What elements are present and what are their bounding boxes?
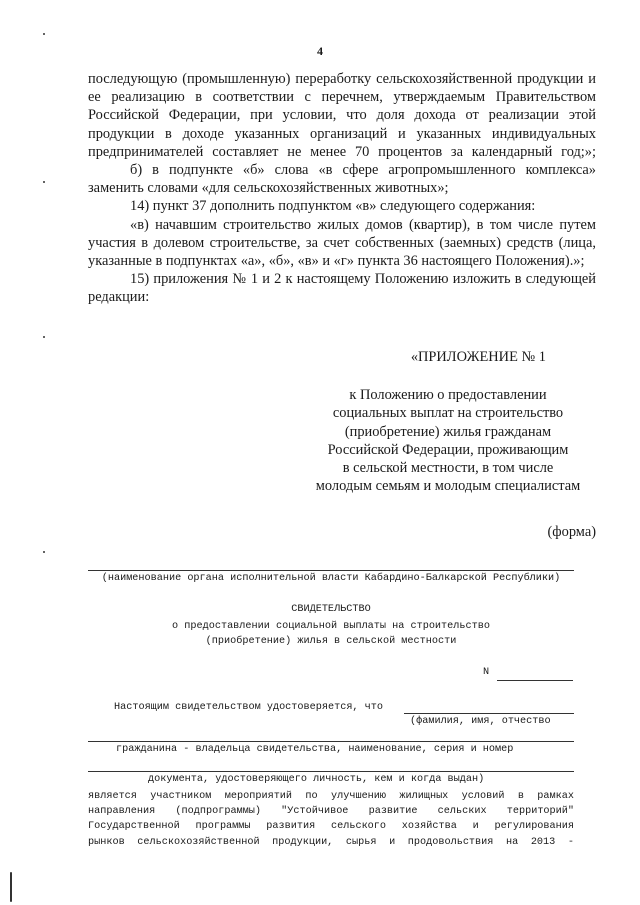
paragraph-continuation: последующую (промышленную) переработку сельскохозяйственной продукции и ее реализацию в соответствии с перечнем, утверждаемым Правительством Российской Федерации, при условии, что доля дохода от реализации этой продукции в доходе указанных организаций и указанных индивидуальных предпринимателей составляет не менее 70 процентов за календарный год;»; xyxy=(88,71,596,160)
fio-field-line xyxy=(404,713,574,714)
paragraph-v: «в) начавшим строительство жилых домов (квартир), в том числе путем участия в долевом строительстве, за счет собственных (заемных) средств (лица, указанные в подпунктах «а», «б», «в» и «г» пункта 36 настоящего Положения).»; xyxy=(88,216,596,270)
certificate-subtitle-1: о предоставлении социальной выплаты на строительство xyxy=(172,621,490,632)
certifies-text: Настоящим свидетельством удостоверяется, что xyxy=(114,702,383,713)
number-field-line xyxy=(497,680,573,681)
body-line-2: направления (подпрограммы) "Устойчивое развитие сельских территорий" xyxy=(88,806,574,817)
annex-reference xyxy=(300,386,596,496)
fio-caption: (фамилия, имя, отчество xyxy=(410,716,551,727)
paragraph-14: 14) пункт 37 дополнить подпунктом «в» следующего содержания: xyxy=(130,198,536,215)
form-label: (форма) xyxy=(547,524,596,540)
annex-line: в сельской местности, в том числе xyxy=(342,460,554,477)
number-label: N xyxy=(483,667,490,678)
body-line-3: Государственной программы развития сельского хозяйства и регулирования xyxy=(88,821,574,832)
paragraph-15: 15) приложения № 1 и 2 к настоящему Положению изложить в следующей редакции: xyxy=(88,271,596,306)
org-caption: (наименование органа исполнительной власти Кабардино-Балкарской Республики) xyxy=(101,573,561,584)
scan-speck xyxy=(43,551,45,553)
annex-line: молодым семьям и молодым специалистам xyxy=(315,478,581,495)
paragraph-b: б) в подпункте «б» слова «в сфере агропромышленного комплекса» заменить словами «для сельскохозяйственных животных»; xyxy=(88,162,596,197)
citizen-caption: гражданина - владельца свидетельства, наименование, серия и номер xyxy=(116,744,514,755)
main-text xyxy=(88,70,596,307)
scan-speck xyxy=(43,181,45,183)
annex-line: социальных выплат на строительство xyxy=(332,405,564,422)
page-number: 4 xyxy=(317,44,323,58)
certificate-subtitle-2: (приобретение) жилья в сельской местности xyxy=(205,636,457,647)
document-caption: документа, удостоверяющего личность, кем и когда выдан) xyxy=(148,774,485,785)
body-line-1: является участником мероприятий по улучшению жилищных условий в рамках xyxy=(88,791,574,802)
fio-field-line-2 xyxy=(88,741,574,742)
scan-speck xyxy=(43,33,45,35)
annex-line: к Положению о предоставлении xyxy=(349,387,547,403)
certificate-title: СВИДЕТЕЛЬСТВО xyxy=(291,604,371,615)
scan-speck xyxy=(43,336,45,338)
body-line-4: рынков сельскохозяйственной продукции, сырья и продовольствия на 2013 - xyxy=(88,837,574,848)
annex-title: «ПРИЛОЖЕНИЕ № 1 xyxy=(410,349,546,365)
annex-line: (приобретение) жилья гражданам xyxy=(344,423,552,440)
document-field-line xyxy=(88,771,574,772)
org-name-line xyxy=(88,570,574,571)
annex-line: Российской Федерации, проживающим xyxy=(327,441,569,458)
scan-speck xyxy=(10,872,12,902)
